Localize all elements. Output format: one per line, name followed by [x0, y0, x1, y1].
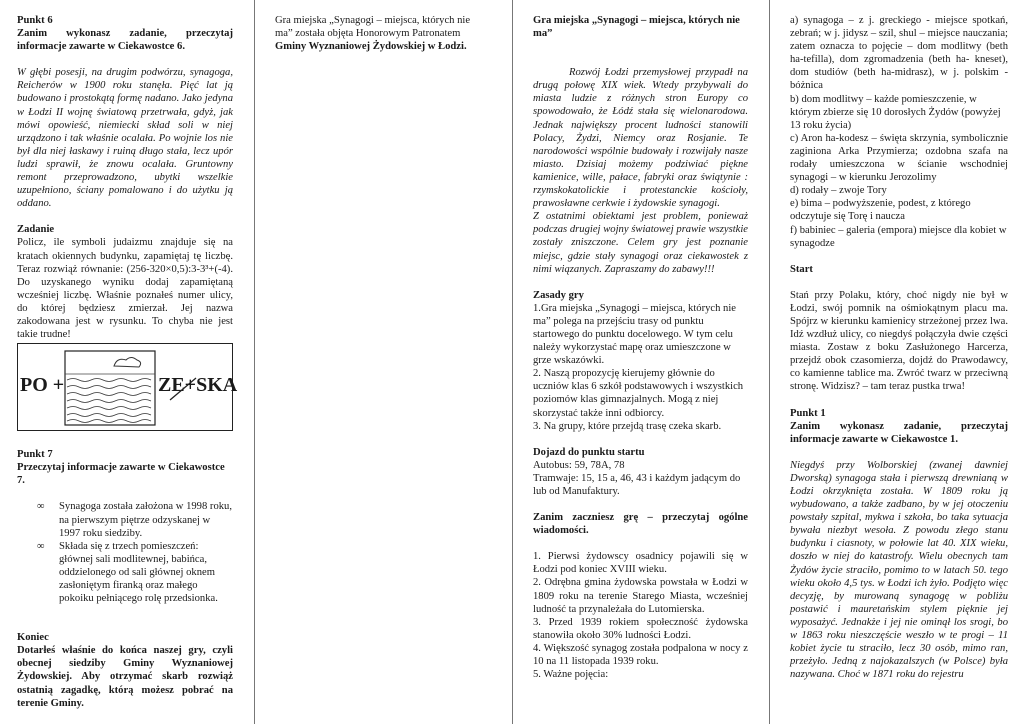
dojazd-tram: Tramwaje: 15, 15 a, 46, 43 i każdym jadącym do lub od Manufaktury. — [533, 472, 741, 497]
column-2 — [275, 14, 480, 53]
punkt6-title: Punkt 6 — [17, 15, 53, 26]
zadanie-title: Zadanie — [17, 224, 55, 236]
column-divider-2 — [512, 0, 513, 724]
term-item: a) synagoga – z j. greckiego - miejsce spotkań, zebrań; w j. jidysz – szil, shul – miejsce nauczania; zatem oznacza to pojęcie – dom modlitwy (beth ha-tefilla), dom zgromadzenia (beth ha- kneset), dom studiów (beth ha-midrasz), w j. polskim - bóżnica — [790, 15, 1008, 92]
rule-item: 3. Na grupy, które przejdą trasę czeka skarb. — [533, 420, 722, 432]
info-item: 4. Większość synagog została podpalona w nocy z 10 na 11 listopada 1939 roku. — [533, 642, 748, 668]
rebus-right-text: ZE+SKA — [158, 374, 238, 397]
koniec-title: Koniec — [17, 632, 49, 644]
rules-title: Zasady gry — [533, 289, 584, 301]
game-title: Gra miejska „Synagogi – miejsca, których nie ma” — [533, 15, 740, 40]
start-title: Start — [790, 263, 813, 275]
column-divider-1 — [254, 0, 255, 724]
dojazd-title: Dojazd do punktu startu — [533, 446, 645, 458]
list-item: ∞ Synagoga została założona w 1998 roku, na pierwszym piętrze odzyskanej w 1997 roku siedziby. — [37, 501, 232, 539]
zadanie-text: Policz, ile symboli judaizmu znajduje się na kratach okiennych budynku, zapamiętaj tę liczbę. Teraz rozwiąż równanie: (256-320×0,5):3-3³+(-4). Do uzyskanego wyniku dodaj zapamiętaną wcześniej liczbę. Właśnie poznałeś numer ulicy, do której będziesz zmierzał. Jej nazwa zakodowana jest w rysunku. To chyba nie jest takie trudne! — [17, 237, 233, 341]
punkt1-title: Punkt 1 — [790, 407, 826, 419]
list-item: ∞ Składa się z trzech pomieszczeń: głównej sali modlitewnej, babińca, oddzielonego od sali głównej oknem zasłoniętym firanką oraz małego pokoiku pełniącego rolę przedsionka. — [37, 540, 218, 605]
rule-item: 2. Naszą propozycję kierujemy głównie do uczniów klas 6 szkół podstawowych i wszystkich poziomów klas gimnazjalnych. Mogą z niej skorzystać także inni odbiorcy. — [533, 368, 744, 419]
punkt1-text: Niegdyś przy Wolborskiej (zwanej dawniej Dworską) synagoga stała i pierwszą drewnianą w Łodzi okrzyknięta została. W 1809 roku ją wybudowano, a także zadbano, by w jej otoczeniu powstały szpital, mykwa i szkoła, bo taka sytuacja bywała niezbyt wesoła. Z powodu złego stanu budynku i ciasnoty, w połowie lat 40. XIX wieku, doszło w niej do katastrofy. Wielu obecnych tam Żydów życie straciło, pomimo to w latach 50. tego wieku około 4,5 tys. w Łodzi ich żyło. Podjęto więc decyzję, by murowaną synagogę w pobliżu postawić i mauretańskim stylem pięknie jej wyposażyć. Jednakże i jej nie ominął los srogi, bo w 1863 roku nieszczęście weszło w te progi – 11 kobiet życie tu straciło, lecz 30 osób, mimo ran, przeżyło. Jedną z najokazalszych (w Polsce) była nazywana. Choć w 1871 roku do rejestru — [790, 459, 1008, 681]
punkt6-text: W głębi posesji, na drugim podwórzu, synagoga, Reicherów w 1900 roku stanęła. Pięć lat ją budowano i prostokątą formę nadano. Jako jedyna w Łodzi II wojnę światową przetrwała, gdyż, jak mówi opowieść, niemiecki skład soli w niej urządzono i tak właśnie ocalała. Po wojnie los nie był dla niej łaskawy i ruiną długo stała, lecz upór ludzi sprawił, że znowu ocalała. Gruntowny remont przeprowadzono, ubytki wszelkie uzupełniono, ściany pomalowano i do użytku ją oddano. — [17, 67, 233, 210]
info-item: 2. Odrębna gmina żydowska powstała w Łodzi w 1809 roku na terenie Starego Miasta, wcześniej ludność ta przynależała do Lutomierska. — [533, 577, 748, 615]
punkt7-title: Punkt 7 — [17, 449, 53, 461]
term-item: c) Aron ha-kodesz – święta skrzynia, symbolicznie zaginiona Arka Przymierza; ozdobna szafa na rodały umieszczona w ścianie wschodniej synagogi – w kierunku Jerozolimy — [790, 132, 1008, 184]
koniec-text: Dotarłeś właśnie do końca naszej gry, czyli obecnej siedziby Gminy Wyznaniowej Żydowskiej. Aby otrzymać skarb rozwiąż ostatnią zagadkę, którą możesz pobrać na terenie Gminy. — [17, 645, 233, 709]
rebus-strike-mark — [168, 376, 198, 402]
term-item: d) rodały – zwoje Tory — [790, 185, 887, 197]
rebus-sea-picture — [64, 350, 156, 426]
rebus-left-text: PO + — [20, 374, 65, 397]
term-item: f) babiniec – galeria (empora) miejsce dla kobiet w synagodze — [790, 224, 1007, 249]
column-3 — [533, 14, 748, 681]
patronage-gmina: Gminy Wyznaniowej Żydowskiej w Łodzi. — [275, 41, 467, 53]
column-1 — [17, 14, 238, 710]
infinity-bullet-icon: ∞ — [37, 540, 45, 552]
term-item: e) bima – podwyższenie, podest, z którego odczytuje się Torę i naucza — [790, 198, 971, 223]
column-4 — [790, 14, 1008, 681]
column-divider-3 — [769, 0, 770, 724]
patronage-text: Gra miejska „Synagogi – miejsca, których nie ma” została objęta Honorowym Patronatem Gminy Wyznaniowej Żydowskiej w Łodzi. — [275, 15, 471, 53]
start-text: Stań przy Polaku, który, choć nigdy nie był w Łodzi, swój pomnik na ośmiokątnym placu ma. Spójrz w kierunku kamienicy strzeżonej przez lwa. Idź wzdłuż ulicy, co niegdyś połączyła dwie części miasta. Zostaw z boku Zasłużonego Harcerza, przejdź obok czasomierza, dojdź do Prawodawcy, co kamienne tablice ma. Zwróć twarz w przeciwną stronę. Widzisz? – tam teraz pustka trwa! — [790, 289, 1008, 393]
info-title: Zanim zaczniesz grę – przeczytaj ogólne wiadomości. — [533, 512, 748, 537]
punkt1-task: Zanim wykonasz zadanie, przeczytaj informacje zawarte w Ciekawostce 1. — [790, 420, 1008, 445]
punkt7-task: Przeczytaj informacje zawarte w Ciekawostce 7. — [17, 462, 225, 487]
punkt7-list — [17, 500, 233, 605]
dojazd-bus: Autobus: 59, 78A, 78 — [533, 459, 625, 471]
intro-text-2: Z ostatnimi obiektami jest problem, ponieważ podczas drugiej wojny światowej prawie wszystkie zostały zniszczone. Celem gry jest poznanie miejsc, gdzie stały synagogi oraz ciekawostek z nimi wiązanych. Zapraszamy do zabawy!!! — [533, 211, 748, 275]
infinity-bullet-icon: ∞ — [37, 501, 45, 513]
punkt6-task: Zanim wykonasz zadanie, przeczytaj informacje zawarte w Ciekawostce 6. — [17, 28, 233, 53]
info-item: 3. Przed 1939 rokiem społeczność żydowska stanowiła około 30% ludności Łodzi. — [533, 616, 748, 641]
info-item: 1. Pierwsi żydowscy osadnicy pojawili się w Łodzi pod koniec XVIII wieku. — [533, 551, 748, 576]
rebus-puzzle — [17, 343, 238, 431]
term-item: b) dom modlitwy – każde pomieszczenie, w którym zbierze się 10 dorosłych Żydów (powyżej 13 roku życia) — [790, 93, 1001, 131]
info-item: 5. Ważne pojęcia: — [533, 669, 609, 681]
intro-text: Rozwój Łodzi przemysłowej przypadł na drugą połowę XIX wiek. Wtedy przybywali do miasta ludzie z różnych stron Europy co spowodowało, że Łódź stała się wielonarodowa. Jednak największy procent ludności stanowili Polacy, Żydzi, Niemcy oraz Rosjanie. Te narodowości wspólnie budowały i rozwijały nasze miasto. Dzisiaj możemy podziwiać piękne kamienice, wille, pałace, fabryki oraz świątynie : rzymskokatolickie i protestanckie kościoły, prawosławne cerkwie i żydowskie synagogi. — [533, 67, 748, 210]
rule-item: 1.Gra miejska „Synagogi – miejsca, których nie ma” polega na przejściu trasy od punktu startowego do punktu docelowego. W tym celu należy wykorzystać mapę oraz umieszczone w grze wskazówki. — [533, 302, 736, 367]
